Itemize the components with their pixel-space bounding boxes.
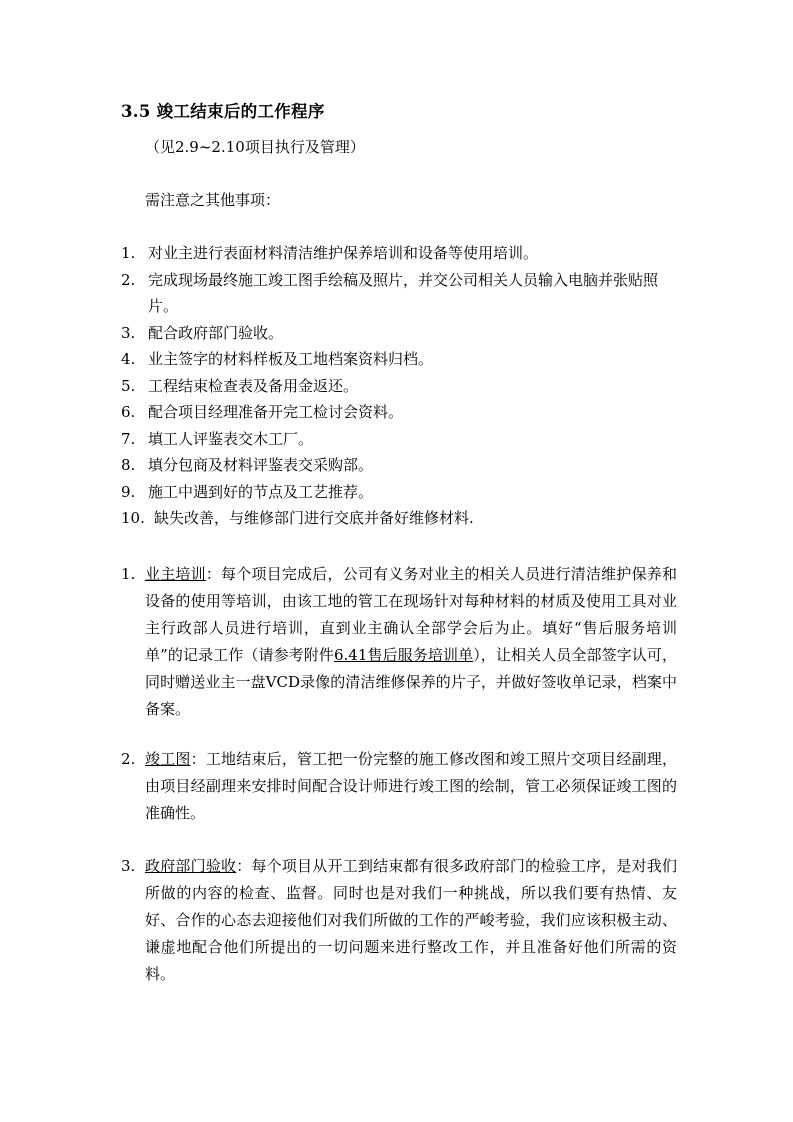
- list-number: 8.: [121, 456, 136, 474]
- list-item: [121, 267, 681, 320]
- list-text: 配合政府部门验收。: [148, 323, 284, 342]
- list-text: 完成现场最终施工竣工图手绘稿及照片，并交公司相关人员输入电脑并张贴照片。: [148, 270, 659, 315]
- list-text: 工程结束检查表及备用金返还。: [148, 376, 359, 395]
- paragraph-as-built-drawing: [121, 746, 677, 827]
- paragraph-title: 政府部门验收: [145, 857, 237, 875]
- list-number: 5.: [121, 376, 136, 395]
- list-item: [121, 426, 681, 453]
- paragraph-owner-training: [121, 561, 677, 723]
- list-number: 2.: [121, 270, 136, 289]
- list-text: 缺失改善，与维修部门进行交底并备好维修材料.: [154, 509, 474, 527]
- todo-list: [121, 240, 681, 532]
- list-text: 对业主进行表面材料清洁维护保养培训和设备等使用培训。: [148, 244, 539, 262]
- paragraph-text: ：每个项目完成后，公司有义务对业主的相关人员进行清洁维护保养和设备的使用等培训，由该工地的管工在现场针对每种材料的材质及使用工具对业主行政部人员进行培训，直到业主确认全部学会后为止。填好“售后服务培训单”的记录工作（请参考附件: [145, 565, 677, 664]
- list-text: 施工中遇到好的节点及工艺推荐。: [148, 482, 374, 501]
- list-text: 填工人评鉴表交木工厂。: [148, 429, 314, 448]
- list-number: 7.: [121, 429, 136, 448]
- list-text: 业主签字的材料样板及工地档案资料归档。: [148, 350, 434, 368]
- list-number: 9.: [121, 482, 136, 501]
- list-text: 配合项目经理准备开完工检讨会资料。: [148, 403, 404, 421]
- list-item: [121, 479, 681, 506]
- paragraph-number: 2.: [121, 750, 136, 768]
- paragraph-text: ），让相关人员全部签字认可，同时赠送业主一盘VCD录像的清洁维修保养的片子，并做好签收单记录，档案中备案。: [145, 646, 677, 718]
- section-reference: （见2.9~2.10项目执行及管理）: [145, 138, 365, 156]
- list-number: 10.: [121, 509, 145, 527]
- list-item: [121, 373, 681, 400]
- notes-label: 需注意之其他事项：: [145, 191, 281, 209]
- paragraph-number: 3.: [121, 857, 136, 875]
- list-item: [121, 505, 681, 532]
- paragraph-government-inspection: [121, 853, 677, 988]
- list-number: 6.: [121, 403, 136, 421]
- list-item: [121, 240, 681, 267]
- appendix-link[interactable]: 6.41售后服务培训单: [333, 646, 474, 664]
- list-item: [121, 452, 681, 479]
- paragraph-text: ：每个项目从开工到结束都有很多政府部门的检验工序，是对我们所做的内容的检查、监督。同时也是对我们一种挑战，所以我们要有热情、友好、合作的心态去迎接他们对我们所做的工作的严峻考验，我们应该积极主动、谦虚地配合他们所提出的一切问题来进行整改工作，并且准备好他们所需的资料。: [145, 857, 677, 983]
- paragraph-title: 竣工图: [145, 750, 191, 768]
- list-item: [121, 399, 681, 426]
- list-text: 填分包商及材料评鉴表交采购部。: [148, 456, 374, 474]
- paragraph-text: ：工地结束后，管工把一份完整的施工修改图和竣工照片交项目经副理，由项目经副理来安排时间配合设计师进行竣工图的绘制，管工必须保证竣工图的准确性。: [145, 750, 677, 822]
- list-item: [121, 346, 681, 373]
- paragraph-number: 1.: [121, 565, 136, 583]
- list-number: 4.: [121, 350, 136, 368]
- section-heading: 3.5 竣工结束后的工作程序: [121, 102, 325, 121]
- list-item: [121, 320, 681, 347]
- paragraph-title: 业主培训: [145, 565, 206, 583]
- list-number: 3.: [121, 323, 136, 342]
- list-number: 1.: [121, 244, 136, 262]
